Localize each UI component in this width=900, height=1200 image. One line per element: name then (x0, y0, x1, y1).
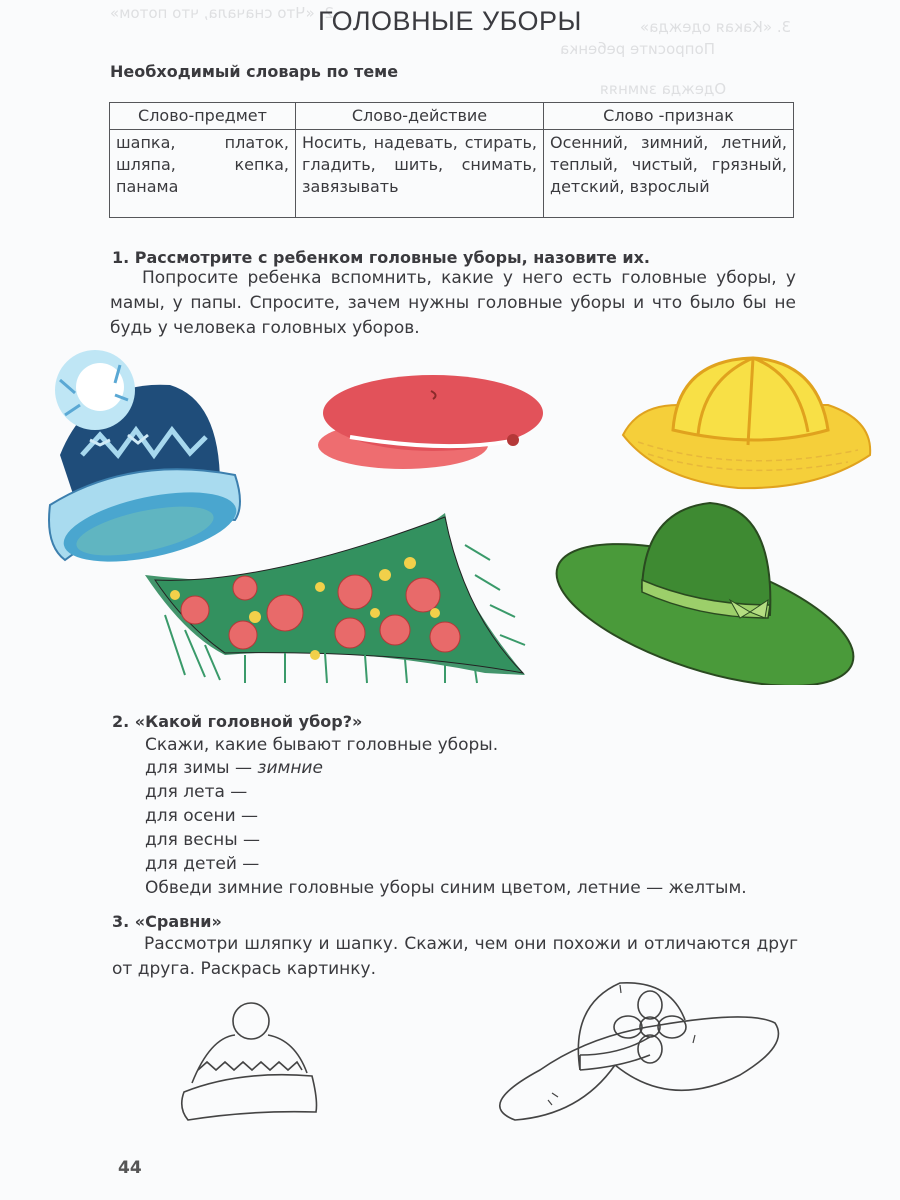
floral-shawl-illustration (145, 505, 535, 685)
line-prefix: для зимы — (145, 758, 252, 778)
task2-line-children (145, 852, 259, 877)
task1-text: Попросите ребенка вспомнить, какие у него есть головные уборы, у мамы, у папы. Спросите, зачем нужны головные уборы и что было бы не будь у человека головных уборов. (110, 268, 796, 338)
task2-intro: Скажи, какие бывают головные уборы. (145, 735, 499, 755)
cell-nouns: шапка, платок, шляпа, кепка, панама (110, 130, 296, 218)
red-cap-illustration (315, 365, 545, 475)
bleed-through-text: 2. «Что сначала, что потом» (110, 4, 334, 22)
line-prefix: для лета — (145, 782, 248, 802)
bleed-through-text: 3. «Какая одежда» (640, 18, 792, 36)
cell-adjectives: Осенний, зимний, летний, теплый, чистый, грязный, детский, взрослый (544, 130, 794, 218)
cell-verbs: Носить, надевать, стирать, гладить, шить, снимать, завязывать (296, 130, 544, 218)
yellow-panama-illustration (618, 350, 883, 490)
column-header-noun: Слово-предмет (110, 103, 296, 130)
green-wide-brim-hat-illustration (550, 500, 865, 685)
column-header-verb: Слово-действие (296, 103, 544, 130)
task2-line-summer (145, 780, 247, 805)
task2-instruction: Обведи зимние головные уборы синим цветом, летние — желтым. (145, 878, 747, 898)
task3-text: Рассмотри шляпку и шапку. Скажи, чем они похожи и отличаются друг от друга. Раскрась картинку. (112, 934, 798, 979)
line-prefix: для осени — (145, 806, 259, 826)
page-number: 44 (118, 1158, 142, 1178)
page-title: ГОЛОВНЫЕ УБОРЫ (318, 6, 582, 36)
line-prefix: для весны — (145, 830, 261, 850)
coloring-brim-hat-outline (470, 975, 800, 1125)
bleed-through-text: Одежда зимняя (600, 80, 727, 98)
line-prefix: для детей — (145, 854, 260, 874)
task3-heading: 3. «Сравни» (112, 912, 222, 931)
bleed-through-text: Попросите ребенка (560, 40, 715, 58)
task2-line-winter (145, 756, 323, 781)
task2-line-autumn (145, 804, 258, 829)
vocabulary-heading: Необходимый словарь по теме (110, 62, 399, 81)
coloring-knit-hat-outline (180, 990, 330, 1125)
task1-heading: 1. Рассмотрите с ребенком головные уборы, назовите их. (112, 248, 650, 267)
vocabulary-table (109, 102, 794, 218)
column-header-adjective: Слово -признак (544, 103, 794, 130)
task2-heading: 2. «Какой головной убор?» (112, 712, 363, 731)
task2-line-spring (145, 828, 260, 853)
line-answer: зимние (257, 758, 323, 778)
